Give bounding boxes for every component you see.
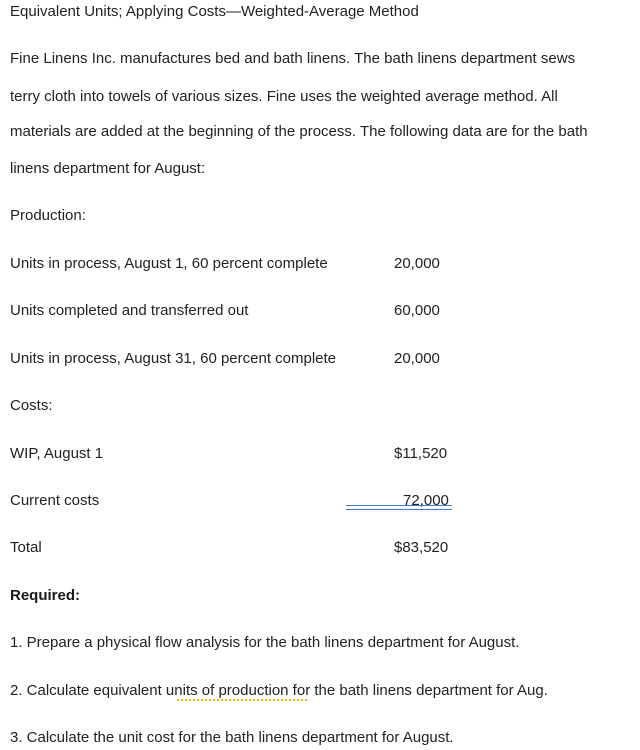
- costs-row-value: 72,000: [403, 492, 449, 509]
- production-row-label: Units in process, August 1, 60 percent complete: [10, 255, 328, 272]
- costs-row-value: $83,520: [394, 539, 449, 556]
- intro-line-3: materials are added at the beginning of the process. The following data are for the bath: [10, 123, 588, 140]
- costs-row-label: Total: [10, 539, 42, 556]
- costs-row-value: $11,520: [394, 445, 448, 462]
- production-row-value: 60,000: [394, 302, 440, 319]
- intro-line-4: linens department for August:: [10, 160, 206, 177]
- spellcheck-underline: [177, 699, 307, 701]
- required-heading: Required:: [10, 587, 81, 604]
- production-row-label: Units completed and transferred out: [10, 302, 249, 319]
- required-item: 2. Calculate equivalent units of production for the bath linens department for Aug.: [10, 682, 548, 699]
- production-heading: Production:: [10, 207, 86, 224]
- double-underline: [346, 505, 452, 510]
- intro-line-1: Fine Linens Inc. manufactures bed and bath linens. The bath linens department sews: [10, 50, 576, 67]
- intro-line-2: terry cloth into towels of various sizes. Fine uses the weighted average method. All: [10, 88, 558, 105]
- required-item: 3. Calculate the unit cost for the bath linens department for August.: [10, 729, 454, 746]
- production-row-value: 20,000: [394, 350, 440, 367]
- costs-row-label: WIP, August 1: [10, 445, 104, 462]
- costs-row-label: Current costs: [10, 492, 100, 509]
- required-item: 1. Prepare a physical flow analysis for the bath linens department for August.: [10, 634, 520, 651]
- costs-heading: Costs:: [10, 397, 53, 414]
- production-row-label: Units in process, August 31, 60 percent complete: [10, 350, 337, 367]
- production-row-value: 20,000: [394, 255, 440, 272]
- page-title: Equivalent Units; Applying Costs—Weighted-Average Method: [10, 3, 419, 20]
